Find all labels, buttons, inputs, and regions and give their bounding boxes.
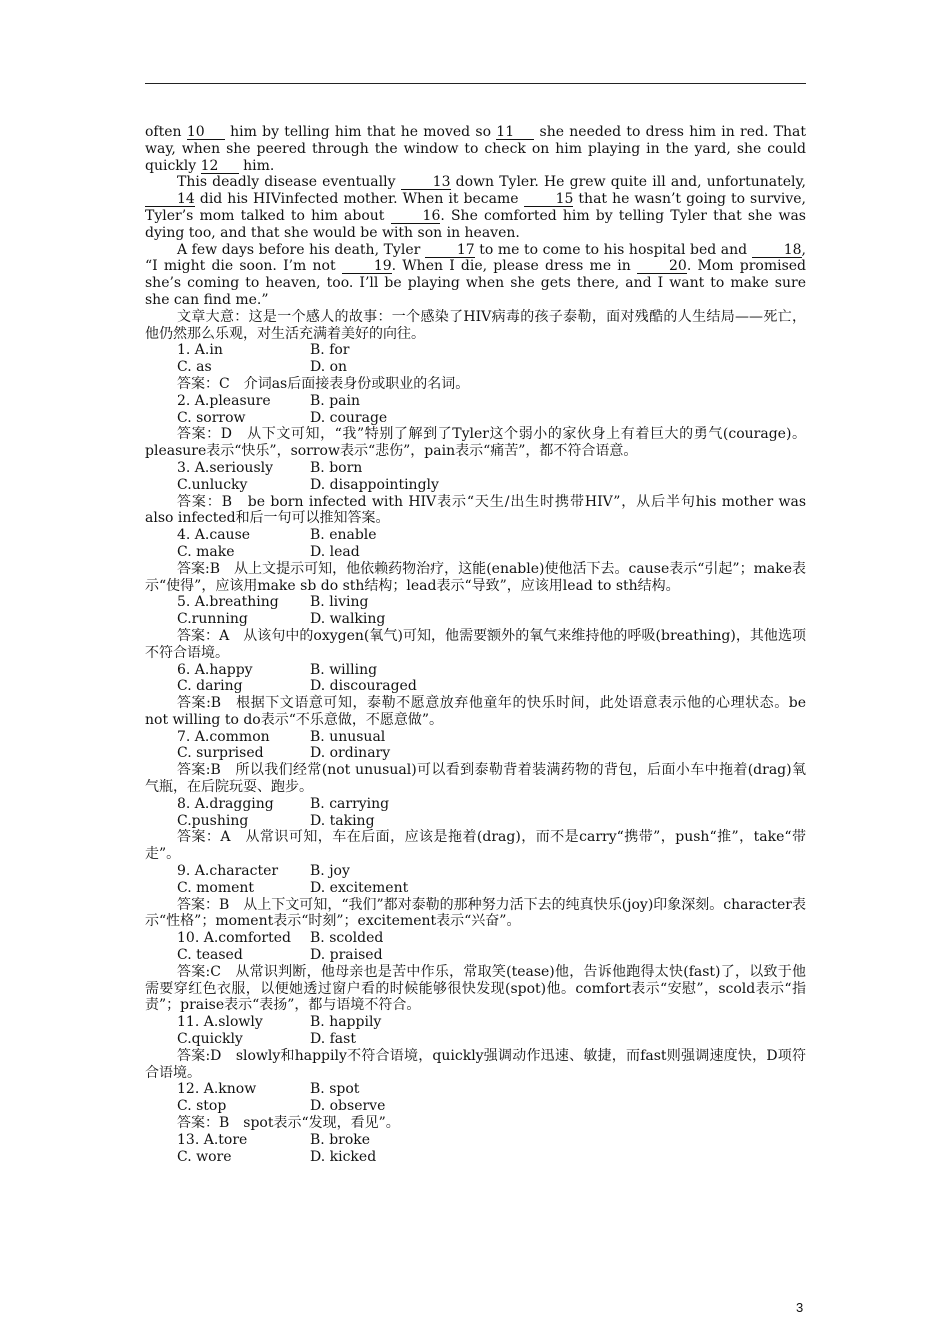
- option-a: 5. A.breathing: [177, 594, 279, 611]
- option-d: D. lead: [310, 543, 360, 560]
- blank-13: 13: [401, 175, 451, 190]
- question-options-row-2: [145, 611, 806, 628]
- question-options-row-2: [145, 880, 806, 897]
- option-b: B. joy: [310, 863, 350, 880]
- option-a: 7. A.common: [177, 728, 270, 745]
- blank-18: 18: [752, 243, 802, 258]
- blank-16: 16: [391, 209, 441, 224]
- question-options-row-1: [145, 930, 806, 947]
- option-c: C. surprised: [177, 745, 264, 762]
- question-options-row-1: [145, 1132, 806, 1149]
- question-options-row-1: [145, 342, 806, 359]
- blank-17: 17: [425, 243, 475, 258]
- option-c: C. as: [177, 359, 212, 376]
- answer-explanation: 答案:B 所以我们经常(not unusual)可以看到泰勒背着装满药物的背包，后面小车中拖着(drag)氧气瓶，在后院玩耍、跑步。: [145, 762, 806, 796]
- answer-explanation: 答案：A 从该句中的oxygen(氧气)可知，他需要额外的氧气来维持他的呼吸(breathing)，其他选项不符合语境。: [145, 627, 806, 661]
- option-a: 11. A.slowly: [177, 1014, 263, 1031]
- option-c: C. daring: [177, 678, 243, 695]
- option-b: B. happily: [310, 1014, 382, 1031]
- question-options-row-2: [145, 1149, 806, 1166]
- option-b: B. living: [310, 594, 369, 611]
- question-options-row-2: [145, 678, 806, 695]
- question-list: [145, 342, 806, 1165]
- question-options-row-2: [145, 947, 806, 964]
- question-options-row-2: [145, 477, 806, 494]
- answer-explanation: 答案:C 从常识判断，他母亲也是苦中作乐，常取笑(tease)他，告诉他跑得太快(fast)了，以致于他需要穿红色衣服，以便她透过窗户看的时候能够很快发现(spot)他。comfort表示“安慰”，scold表示“指责”；praise表示“表扬”，都与语境不符合。: [145, 963, 806, 1014]
- option-a: 6. A.happy: [177, 661, 253, 678]
- question-options-row-1: [145, 460, 806, 477]
- page-number: 3: [796, 1300, 804, 1315]
- question-options-row-2: [145, 1031, 806, 1048]
- option-d: D. kicked: [310, 1148, 377, 1165]
- question-options-row-1: [145, 393, 806, 410]
- option-a: 2. A.pleasure: [177, 392, 271, 409]
- answer-explanation: 答案：B spot表示“发现，看见”。: [177, 1115, 400, 1132]
- option-c: C.quickly: [177, 1031, 243, 1048]
- answer-explanation: 答案：B be born infected with HIV表示“天生/出生时携带HIV”，从后半句his mother was also infected和后一句可以推知答案。: [145, 493, 806, 527]
- option-a: 8. A.dragging: [177, 795, 274, 812]
- passage-paragraph-3: A few days before his death, Tyler 17 to me to come to his hospital bed and 18, “I might die soon. I’m not 19. When I die, please dress me in 20. Mom promised she’s coming to heaven, too. I’ll be playing when she gets there, and I want to make sure she can find me.”: [145, 241, 806, 308]
- blank-11: 11: [496, 125, 534, 140]
- blank-12: 12: [201, 159, 239, 174]
- option-a: 13. A.tore: [177, 1131, 248, 1148]
- blank-14: 14: [145, 192, 195, 207]
- question-options-row-1: [145, 527, 806, 544]
- question-options-row-2: [145, 813, 806, 830]
- option-a: 3. A.seriously: [177, 459, 274, 476]
- option-b: B. broke: [310, 1131, 371, 1148]
- passage-paragraph-2: This deadly disease eventually 13 down Tyler. He grew quite ill and, unfortunately, 14 did his HIVinfected mother. When it became 15 that he wasn’t going to survive, Tyler’s mom talked to him about 16. She comforted him by telling Tyler that she was dying too, and that she would be with son in heaven.: [145, 174, 806, 241]
- question-options-row-1: [145, 662, 806, 679]
- answer-explanation: 答案:D slowly和happily不符合语境，quickly强调动作迅速、敏捷，而fast则强调速度快，D项符合语境。: [145, 1047, 806, 1081]
- option-d: D. walking: [310, 611, 386, 628]
- blank-19: 19: [342, 259, 392, 274]
- option-b: B. for: [310, 342, 350, 359]
- passage-paragraph-1: often 10 him by telling him that he moved so 11 she needed to dress him in red. That way, when she peered through the window to check on him playing in the yard, she could quickly 12 him.: [145, 124, 806, 174]
- header-rule: [145, 83, 806, 84]
- answer-explanation: 答案：D 从下文可知，“我”特别了解到了Tyler这个弱小的家伙身上有着巨大的勇气(courage)。pleasure表示“快乐”，sorrow表示“悲伤”，pain表示“痛苦”，都不符合语意。: [145, 426, 806, 460]
- option-c: C.unlucky: [177, 476, 248, 493]
- blank-10: 10: [187, 125, 225, 140]
- question-options-row-2: [145, 359, 806, 376]
- question-options-row-1: [145, 1014, 806, 1031]
- option-d: D. disappointingly: [310, 476, 439, 493]
- blank-15: 15: [524, 192, 574, 207]
- option-d: D. excitement: [310, 879, 409, 896]
- option-a: 1. A.in: [177, 342, 223, 359]
- question-options-row-1: [145, 796, 806, 813]
- option-c: C. moment: [177, 879, 255, 896]
- option-c: C. stop: [177, 1098, 227, 1115]
- option-a: 12. A.know: [177, 1081, 257, 1098]
- question-options-row-1: [145, 1081, 806, 1098]
- option-d: D. praised: [310, 947, 383, 964]
- option-b: B. pain: [310, 392, 360, 409]
- option-b: B. carrying: [310, 795, 390, 812]
- question-options-row-1: [145, 863, 806, 880]
- option-c: C. teased: [177, 947, 243, 964]
- option-b: B. scolded: [310, 930, 384, 947]
- option-b: B. enable: [310, 527, 377, 544]
- question-options-row-1: [145, 729, 806, 746]
- blank-20: 20: [637, 259, 687, 274]
- option-d: D. observe: [310, 1098, 386, 1115]
- option-c: C.running: [177, 611, 248, 628]
- answer-explanation: 答案:B 根据下文语意可知，泰勒不愿意放弃他童年的快乐时间，此处语意表示他的心理状态。be not willing to do表示“不乐意做，不愿意做”。: [145, 695, 806, 728]
- option-d: D. on: [310, 359, 348, 376]
- option-b: B. unusual: [310, 728, 386, 745]
- question-options-row-2: [145, 410, 806, 427]
- option-d: D. ordinary: [310, 745, 391, 762]
- option-c: C. make: [177, 543, 235, 560]
- answer-explanation: 答案：A 从常识可知，车在后面，应该是拖着(drag)，而不是carry“携带”，push“推”，take“带走”。: [145, 829, 806, 863]
- option-d: D. discouraged: [310, 678, 417, 695]
- option-b: B. spot: [310, 1081, 360, 1098]
- option-d: D. fast: [310, 1031, 356, 1048]
- option-d: D. courage: [310, 409, 388, 426]
- answer-explanation: 答案：C 介词as后面接表身份或职业的名词。: [177, 375, 470, 392]
- option-c: C.pushing: [177, 812, 249, 829]
- answer-explanation: 答案:B 从上文提示可知，他依赖药物治疗，这能(enable)使他活下去。cause表示“引起”；make表示“使得”，应该用make sb do sth结构；lead表示“导致”，应该用lead to sth结构。: [145, 560, 806, 594]
- option-a: 4. A.cause: [177, 527, 251, 544]
- option-a: 9. A.character: [177, 863, 279, 880]
- option-b: B. born: [310, 459, 363, 476]
- option-c: C. wore: [177, 1148, 232, 1165]
- document-body: [145, 124, 806, 1165]
- question-options-row-2: [145, 544, 806, 561]
- option-a: 10. A.comforted: [177, 930, 291, 947]
- option-d: D. taking: [310, 812, 375, 829]
- question-options-row-1: [145, 594, 806, 611]
- passage-summary: 文章大意：这是一个感人的故事：一个感染了HIV病毒的孩子泰勒，面对残酷的人生结局——死亡，他仍然那么乐观，对生活充满着美好的向往。: [145, 308, 806, 342]
- question-options-row-2: [145, 745, 806, 762]
- option-c: C. sorrow: [177, 409, 246, 426]
- question-options-row-2: [145, 1098, 806, 1115]
- option-b: B. willing: [310, 661, 378, 678]
- answer-explanation: 答案：B 从上下文可知，“我们”都对泰勒的那种努力活下去的纯真快乐(joy)印象深刻。character表示“性格”；moment表示“时刻”；excitement表示“兴奋”。: [145, 896, 806, 930]
